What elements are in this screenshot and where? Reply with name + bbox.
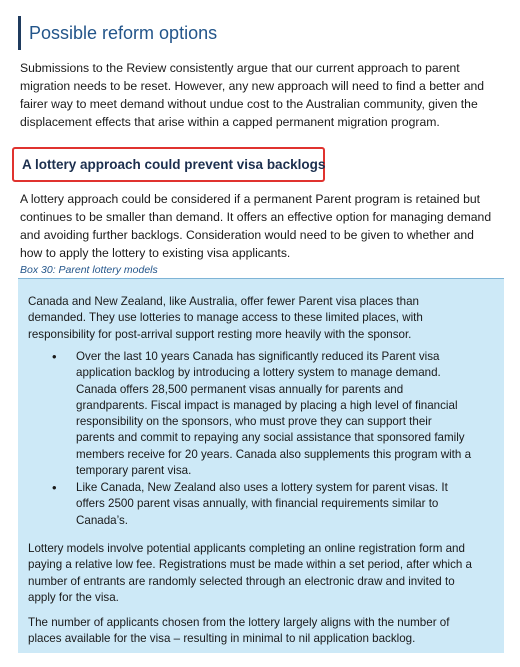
intro-paragraph: Submissions to the Review consistently argue that our current approach to parent migration needs to be reset. However, any new approach will need to find a better and fairer way to meet demand without undue cost to the Australian community, given the displacement effects that arise within a capped permanent migration program.	[20, 61, 485, 129]
box-caption: Box 30: Parent lottery models	[20, 264, 158, 276]
bullet-dot: •	[52, 349, 57, 364]
section-title: Possible reform options	[18, 16, 217, 50]
subheading-lottery: A lottery approach could prevent visa backlogs	[22, 157, 326, 172]
callout-box	[18, 278, 504, 653]
bullet-new-zealand: Like Canada, New Zealand also uses a lottery system for parent visas. It offers 2500 parent visas annually, with financial requirements similar to Canada’s.	[76, 481, 448, 527]
callout-lottery-models: Lottery models involve potential applicants completing an online registration form and paying a relative low fee. Registrations must be made within a set period, after which a number of entrants are randomly selected through an electronic draw and invited to apply for the visa.	[28, 542, 473, 604]
callout-closing: The number of applicants chosen from the lottery largely aligns with the number of places available for the visa – resulting in minimal to nil application backlog.	[28, 616, 450, 646]
lottery-paragraph: A lottery approach could be considered if a permanent Parent program is retained but continues to be smaller than demand. It offers an effective option for managing demand and avoiding further backlogs. Consideration would need to be given to whether and how to apply the lottery to existing visa applicants.	[20, 192, 492, 260]
bullet-canada: Over the last 10 years Canada has significantly reduced its Parent visa application backlog by introducing a lottery system to manage demand. Canada offers 28,500 permanent visas annually for parents and grandparents. Fiscal impact is managed by placing a high level of financial responsibility on the sponsors, who must prove they can support their parents and commit to repaying any social assistance that sponsored family members receive for 20 years. Canada also supplements this program with a temporary parent visa.	[76, 350, 472, 478]
callout-intro: Canada and New Zealand, like Australia, offer fewer Parent visa places than demanded. They use lotteries to manage access to these limited places, with responsibility for post-arrival support resting more heavily with the sponsor.	[28, 295, 423, 341]
bullet-dot: •	[52, 480, 57, 495]
